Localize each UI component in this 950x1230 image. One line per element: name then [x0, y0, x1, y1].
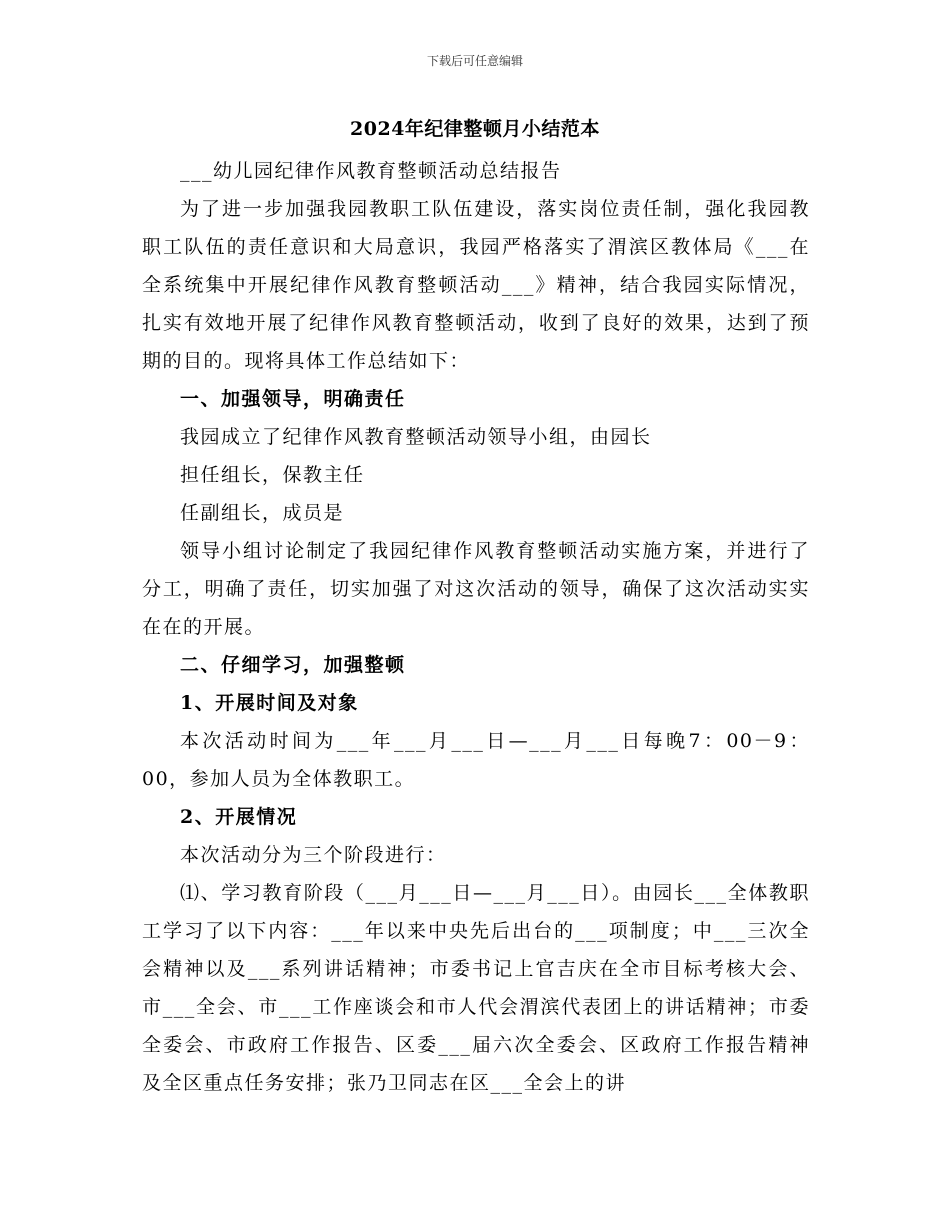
page-header: 下载后可任意编辑	[426, 54, 523, 68]
document-title: 2024年纪律整顿月小结范本	[350, 118, 600, 140]
paragraph-study-stage: ⑴、学习教育阶段（___月___日—___月___日）。由园长___全体教职工学习了以下内容：___年以来中央先后出台的___项制度；中___三次全会精神以及___系列讲话精神；市委书记上官吉庆在全市目标考核大会、市___全会、市___工作座谈会和市人代会渭滨代表团上的讲话精神；市委全委会、市政府工作报告、区委___届六次全委会、区政府工作报告精神及全区重点任务安排；张乃卫同志在区___全会上的讲	[142, 882, 810, 1094]
document-body	[142, 152, 810, 1102]
paragraph-plan: 领导小组讨论制定了我园纪律作风教育整顿活动实施方案，并进行了分工，明确了责任，切实加强了对这次活动的领导，确保了这次活动实实在在的开展。	[142, 540, 810, 638]
section-heading-2: 二、仔细学习，加强整顿	[180, 654, 406, 676]
subsection-heading-time: 1、开展时间及对象	[180, 692, 359, 714]
paragraph-intro: 为了进一步加强我园教职工队伍建设，落实岗位责任制，强化我园教职工队伍的责任意识和大局意识，我园严格落实了渭滨区教体局《___在全系统集中开展纪律作风教育整顿活动___》精神，结合我园实际情况，扎实有效地开展了纪律作风教育整顿活动，收到了良好的效果，达到了预期的目的。现将具体工作总结如下：	[142, 198, 810, 372]
paragraph-leadership-group: 我园成立了纪律作风教育整顿活动领导小组，由园长	[180, 426, 652, 448]
paragraph-stages: 本次活动分为三个阶段进行：	[180, 844, 447, 866]
paragraph-time: 本次活动时间为___年___月___日—___月___日每晚7：00－9：00，参加人员为全体教职工。	[142, 730, 810, 790]
section-heading-1: 一、加强领导，明确责任	[180, 388, 406, 410]
paragraph-group-leader: 担任组长，保教主任	[180, 464, 365, 486]
paragraph-deputy-leader: 任副组长，成员是	[180, 502, 345, 524]
subsection-heading-progress: 2、开展情况	[180, 806, 298, 828]
paragraph-org-report-title: ___幼儿园纪律作风教育整顿活动总结报告	[180, 160, 562, 182]
